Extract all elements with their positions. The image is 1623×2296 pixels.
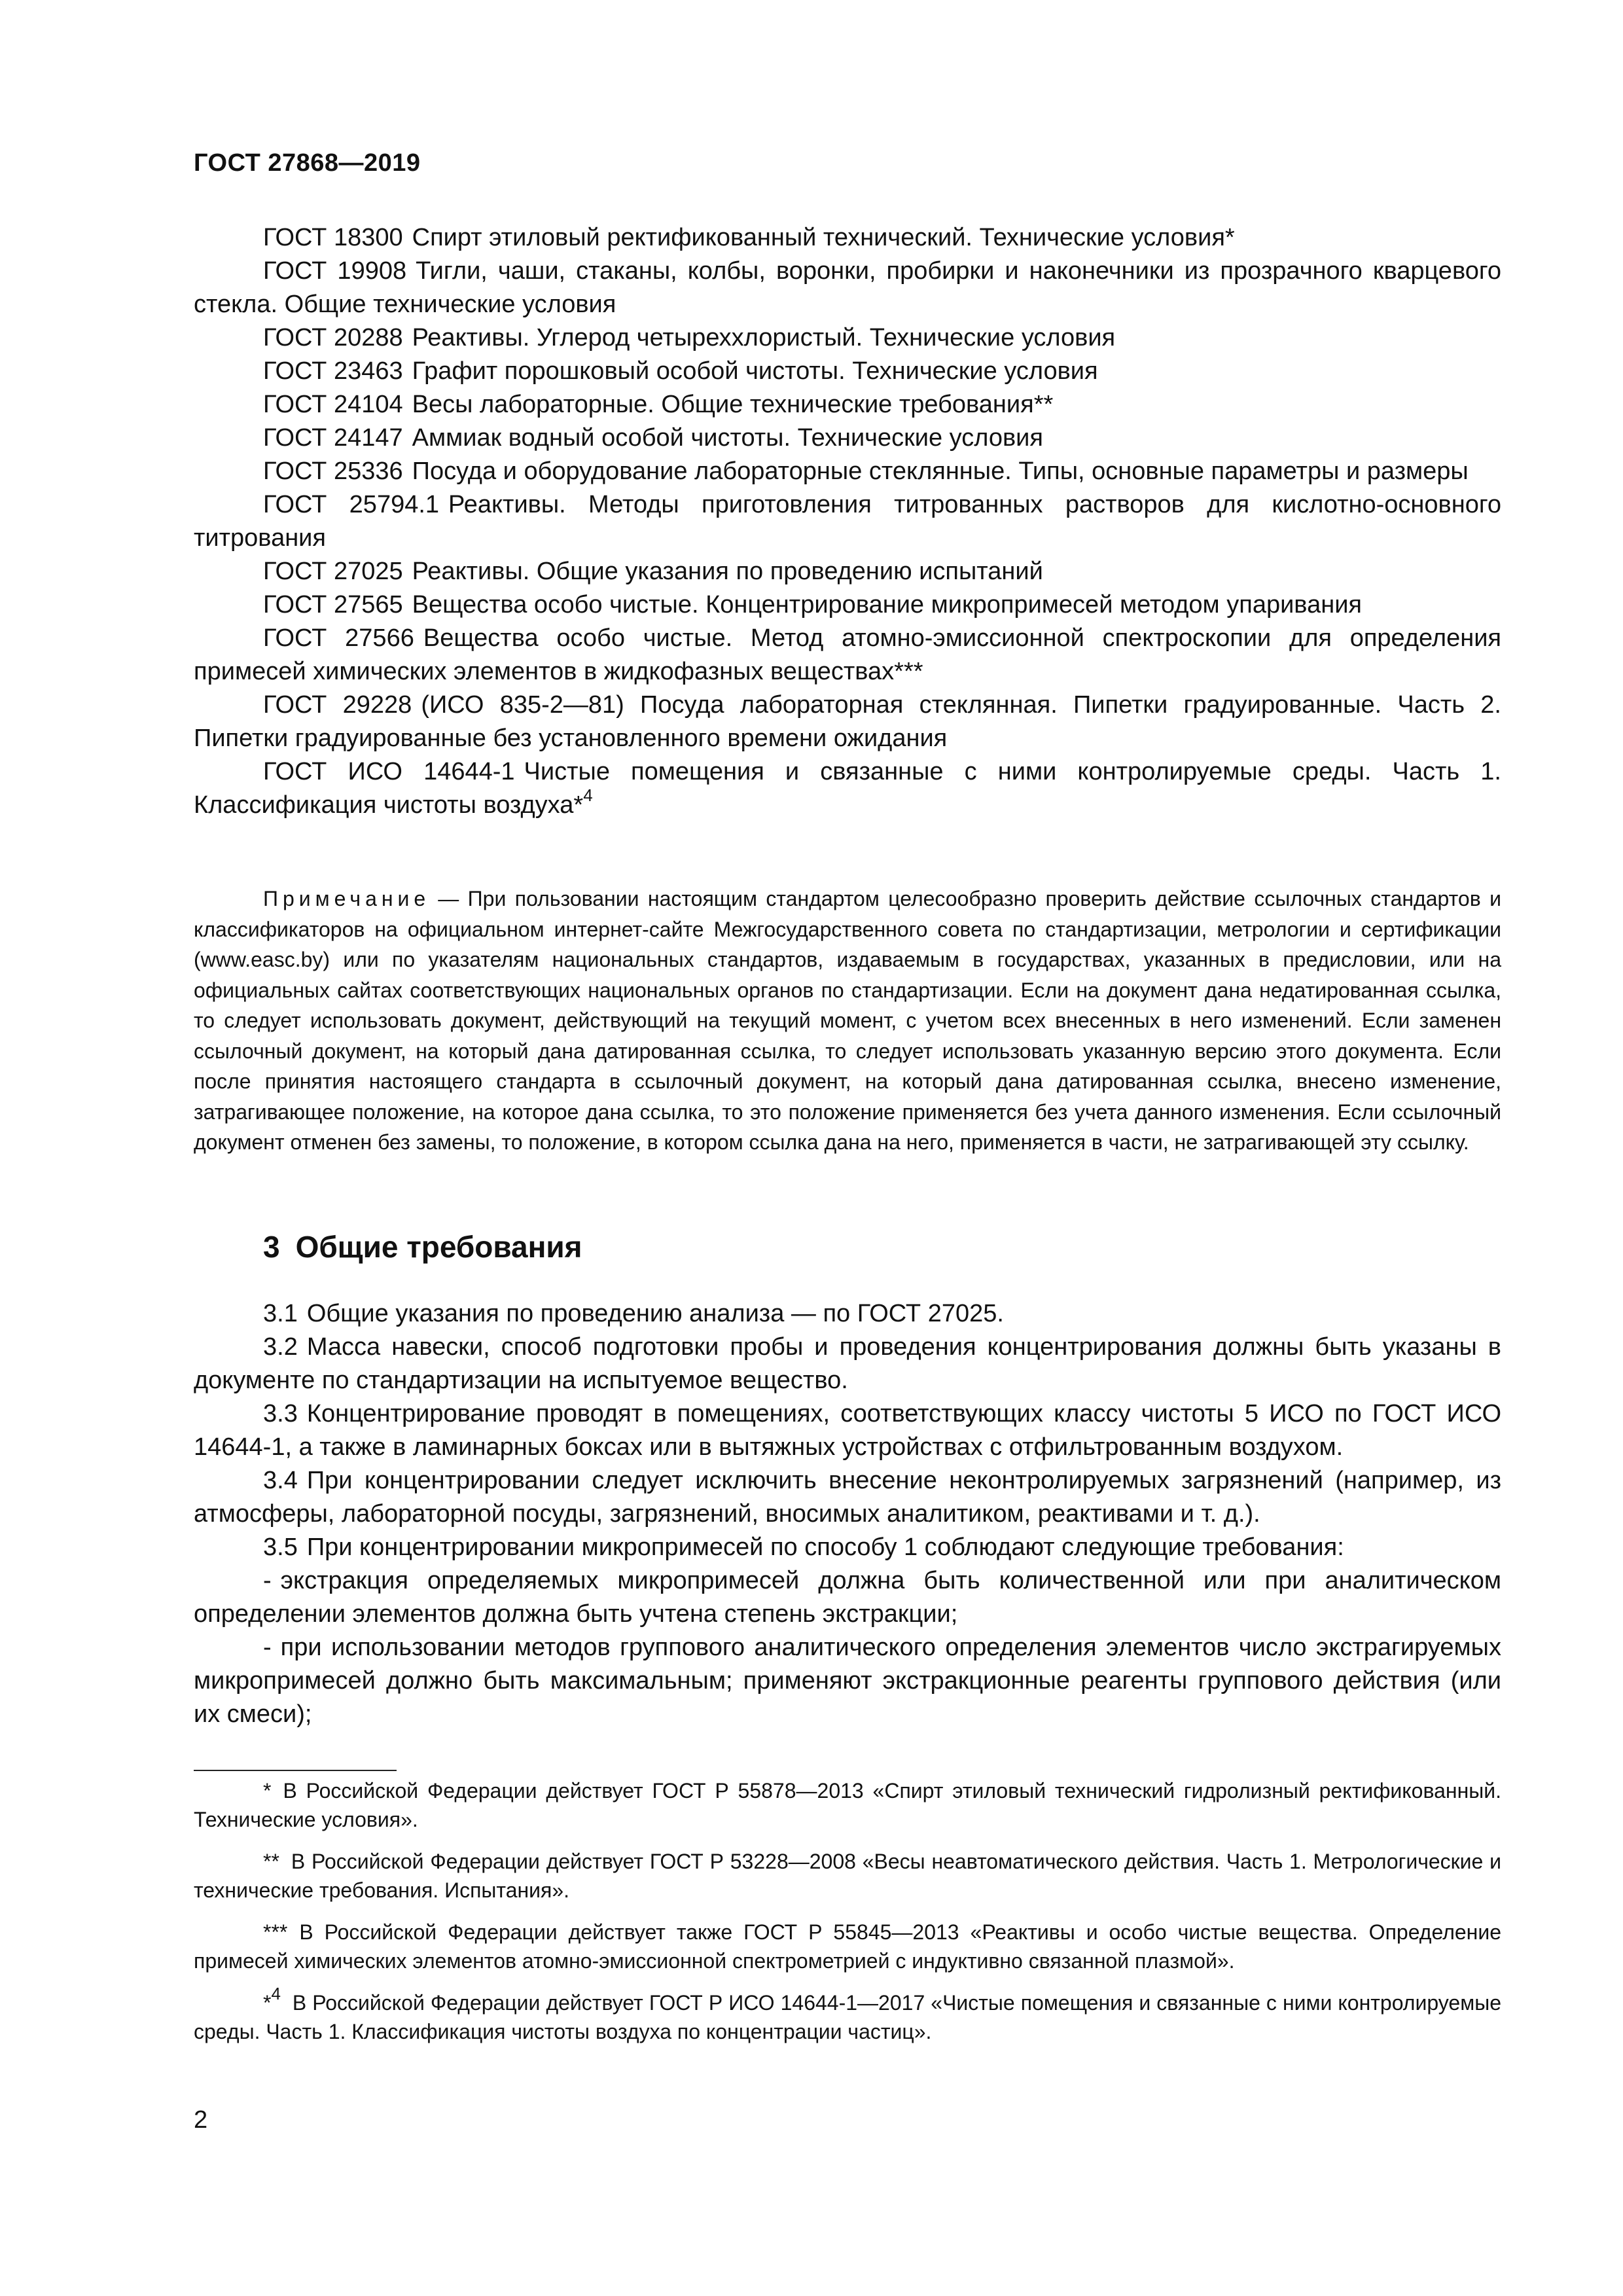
reference-code: ГОСТ 29228 bbox=[263, 691, 412, 719]
reference-item bbox=[194, 555, 1501, 588]
clause-text: Общие указания по проведению анализа — по ГОСТ 27025. bbox=[306, 1300, 1004, 1327]
reference-title: Реактивы. Методы приготовления титрованных растворов для кислотно-основного титрования bbox=[194, 491, 1501, 552]
reference-title: (ИСО 835-2—81) Посуда лабораторная стеклянная. Пипетки градуированные. Часть 2. Пипетки градуированные без установленного времени ожидания bbox=[194, 691, 1501, 752]
footnote-text: В Российской Федерации действует также ГОСТ Р 55845—2013 «Реактивы и особо чистые вещества. Определение примесей химических элементов атомно-эмиссионной спектрометрией с индуктивно связанной плазмой». bbox=[194, 1920, 1501, 1973]
reference-title: Чистые помещения и связанные с ними контролируемые среды. Часть 1. Классификация чистоты воздуха* bbox=[194, 758, 1501, 819]
clause-text: Концентрирование проводят в помещениях, соответствующих классу чистоты 5 ИСО по ГОСТ ИСО 14644-1, а также в ламинарных боксах или в вытяжных устройствах с отфильтрованным воздухом. bbox=[194, 1400, 1501, 1461]
reference-title: Весы лабораторные. Общие технические требования** bbox=[412, 391, 1054, 418]
reference-code: ГОСТ 25794.1 bbox=[263, 491, 440, 518]
note-paragraph bbox=[194, 884, 1501, 1158]
reference-item bbox=[194, 689, 1501, 755]
footnote-mark bbox=[263, 1850, 279, 1873]
note-label: Примечание bbox=[263, 887, 431, 910]
footnote-mark bbox=[263, 1984, 281, 2015]
document-page bbox=[194, 0, 1501, 2296]
section-heading bbox=[263, 1229, 582, 1265]
reference-title: Аммиак водный особой чистоты. Технические условия bbox=[412, 424, 1043, 452]
reference-item bbox=[194, 488, 1501, 555]
reference-item bbox=[194, 321, 1501, 355]
reference-title: Спирт этиловый ректификованный технический. Технические условия* bbox=[412, 224, 1235, 251]
footnote-mark bbox=[263, 1920, 287, 1944]
page-number: 2 bbox=[194, 2106, 208, 2134]
reference-code: ГОСТ 27566 bbox=[263, 624, 414, 652]
reference-code: ГОСТ 24104 bbox=[263, 391, 403, 418]
reference-title: Вещества особо чистые. Метод атомно-эмиссионной спектроскопии для определения примесей химических элементов в жидкофазных веществах*** bbox=[194, 624, 1501, 685]
reference-title: Тигли, чаши, стаканы, колбы, воронки, пробирки и наконечники из прозрачного кварцевого стекла. Общие технические условия bbox=[194, 257, 1501, 318]
reference-item bbox=[194, 755, 1501, 822]
footnote bbox=[194, 1776, 1501, 1834]
footnote-separator bbox=[194, 1770, 397, 1771]
footnote bbox=[194, 1918, 1501, 1975]
footnote-text: В Российской Федерации действует ГОСТ Р 53228—2008 «Весы неавтоматического действия. Часть 1. Метрологические и технические требования. Испытания». bbox=[194, 1850, 1501, 1902]
clause-number: 3.3 bbox=[263, 1400, 298, 1427]
page-header: ГОСТ 27868—2019 bbox=[194, 149, 421, 177]
footnote-text: В Российской Федерации действует ГОСТ Р ИСО 14644-1—2017 «Чистые помещения и связанные с ними контролируемые среды. Часть 1. Классификация чистоты воздуха по концентрации частиц». bbox=[194, 1991, 1501, 2043]
footnote-asterisk: * bbox=[263, 1991, 272, 2015]
footnote-mark bbox=[263, 1779, 271, 1803]
reference-code: ГОСТ 23463 bbox=[263, 357, 403, 385]
reference-item bbox=[194, 422, 1501, 455]
bullet-text: при использовании методов группового аналитического определения элементов число экстрагируемых микропримесей должно быть максимальным; применяют экстракционные реагенты группового действия (или их смеси); bbox=[194, 1634, 1501, 1728]
note-text: — При пользовании настоящим стандартом целесообразно проверить действие ссылочных стандартов и классификаторов на официальном интернет-сайте Межгосударственного совета по стандартизации, метрологии и сертификации (www.easc.by) или по указателям национальных стандартов, издаваемым в государствах, указанных в предисловии, или на официальных сайтах соответствующих национальных органов по стандартизации. Если на документ дана недатированная ссылка, то следует использовать документ, действующий на текущий момент, с учетом всех внесенных в него изменений. Если заменен ссылочный документ, на который дана датированная ссылка, то следует использовать указанную версию этого документа. Если после принятия настоящего стандарта в ссылочный документ, на который дана датированная ссылка, внесено изменение, затрагивающее положение, на которое дана ссылка, то это положение применяется без учета данного изменения. Если ссылочный документ отменен без замены, то положение, в котором ссылка дана на него, применяется в части, не затрагивающей эту ссылку. bbox=[194, 887, 1501, 1154]
section-title-text: Общие требования bbox=[295, 1230, 582, 1264]
clause-item bbox=[194, 1531, 1501, 1564]
footnote bbox=[194, 1847, 1501, 1905]
footnote bbox=[194, 1984, 1501, 2046]
bullet-item bbox=[194, 1631, 1501, 1731]
bullet-item bbox=[194, 1564, 1501, 1631]
normative-references bbox=[194, 221, 1501, 822]
footnote-text: В Российской Федерации действует ГОСТ Р 55878—2013 «Спирт этиловый технический гидролизный ректификованный. Технические условия». bbox=[194, 1779, 1501, 1831]
reference-title: Графит порошковый особой чистоты. Технические условия bbox=[412, 357, 1098, 385]
reference-code: ГОСТ 27025 bbox=[263, 558, 403, 585]
reference-code: ГОСТ 19908 bbox=[263, 257, 407, 285]
reference-item bbox=[194, 588, 1501, 622]
clause-text: При концентрировании микропримесей по способу 1 соблюдают следующие требования: bbox=[306, 1534, 1344, 1561]
bullet-dash: - bbox=[263, 1634, 272, 1661]
reference-code: ГОСТ 20288 bbox=[263, 324, 403, 351]
section-number: 3 bbox=[263, 1230, 280, 1264]
clause-item bbox=[194, 1297, 1501, 1331]
reference-code: ГОСТ ИСО 14644-1 bbox=[263, 758, 515, 785]
reference-code: ГОСТ 25336 bbox=[263, 457, 403, 485]
clause-text: Масса навески, способ подготовки пробы и проведения концентрирования должны быть указаны в документе по стандартизации на испытуемое вещество. bbox=[194, 1333, 1501, 1394]
clause-number: 3.5 bbox=[263, 1534, 298, 1561]
reference-code: ГОСТ 24147 bbox=[263, 424, 403, 452]
footnote-asterisk: ** bbox=[263, 1850, 279, 1873]
reference-item bbox=[194, 455, 1501, 488]
bullet-dash: - bbox=[263, 1567, 272, 1594]
clause-item bbox=[194, 1331, 1501, 1397]
reference-item bbox=[194, 255, 1501, 321]
bullet-text: экстракция определяемых микропримесей должна быть количественной или при аналитическом определении элементов должна быть учтена степень экстракции; bbox=[194, 1567, 1501, 1628]
clause-item bbox=[194, 1397, 1501, 1464]
footnote-mark-sup: 4 bbox=[271, 1984, 281, 2004]
reference-title: Реактивы. Общие указания по проведению испытаний bbox=[412, 558, 1043, 585]
reference-item bbox=[194, 221, 1501, 255]
clause-number: 3.1 bbox=[263, 1300, 298, 1327]
clause-item bbox=[194, 1464, 1501, 1531]
clause-number: 3.4 bbox=[263, 1467, 298, 1494]
section-body bbox=[194, 1297, 1501, 1731]
reference-title: Вещества особо чистые. Концентрирование микропримесей методом упаривания bbox=[412, 591, 1362, 619]
clause-number: 3.2 bbox=[263, 1333, 298, 1361]
footnote-asterisk: *** bbox=[263, 1920, 288, 1944]
footnotes bbox=[194, 1776, 1501, 2059]
reference-title: Посуда и оборудование лабораторные стеклянные. Типы, основные параметры и размеры bbox=[412, 457, 1469, 485]
reference-code: ГОСТ 18300 bbox=[263, 224, 403, 251]
footnote-asterisk: * bbox=[263, 1779, 272, 1803]
reference-title: Реактивы. Углерод четыреххлористый. Технические условия bbox=[412, 324, 1116, 351]
reference-item bbox=[194, 388, 1501, 422]
reference-code: ГОСТ 27565 bbox=[263, 591, 403, 619]
footnote-superscript: 4 bbox=[583, 785, 593, 806]
reference-item bbox=[194, 355, 1501, 388]
clause-text: При концентрировании следует исключить внесение неконтролируемых загрязнений (например, из атмосферы, лабораторной посуды, загрязнений, вносимых аналитиком, реактивами и т. д.). bbox=[194, 1467, 1501, 1528]
reference-item bbox=[194, 622, 1501, 689]
